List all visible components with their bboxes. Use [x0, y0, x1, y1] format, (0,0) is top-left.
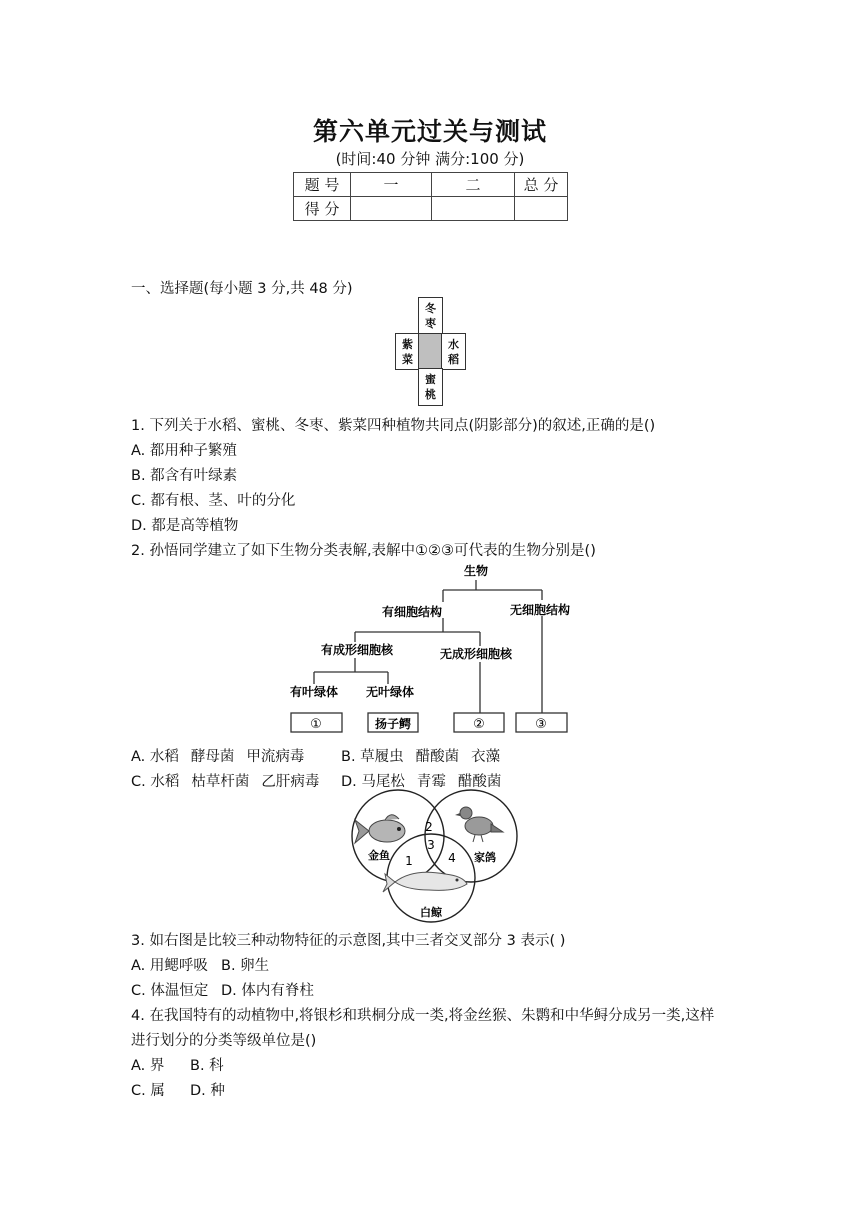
q2-a-3: 甲流病毒 [246, 749, 305, 765]
q2-d-1: D. 马尾松 [341, 774, 405, 790]
tree-nocell: 无细胞结构 [509, 603, 571, 617]
tree-box2: ② [473, 717, 485, 732]
section-title: 一、选择题(每小题 3 分,共 48 分) [131, 281, 353, 297]
score-table [293, 172, 568, 221]
tree-cell: 有细胞结构 [381, 605, 443, 619]
tree-chloro: 有叶绿体 [289, 685, 339, 699]
goldfish-icon [355, 815, 405, 843]
q4-option-b[interactable]: B. 科 [190, 1058, 224, 1074]
cross-top-label: 冬枣 [425, 302, 436, 330]
q1-stem: 1. 下列关于水稻、蜜桃、冬枣、紫菜四种植物共同点(阴影部分)的叙述,正确的是() [131, 418, 656, 434]
q2-c-3: 乙肝病毒 [261, 774, 320, 790]
score-header-total: 总 分 [515, 173, 568, 197]
venn-region-1: 1 [405, 854, 413, 868]
tree-nonucleus: 无成形细胞核 [439, 647, 513, 661]
venn-label-pigeon: 家鸽 [474, 851, 496, 864]
score-header-label: 题 号 [294, 173, 351, 197]
score-header-part2: 二 [432, 173, 515, 197]
tree-box3: ③ [535, 717, 547, 732]
venn-circle-pigeon [425, 790, 517, 882]
q1-option-a[interactable]: A. 都用种子繁殖 [131, 443, 237, 459]
page-title: 第六单元过关与测试 [312, 117, 547, 146]
q2-b-1: B. 草履虫 [341, 749, 404, 765]
q2-stem: 2. 孙悟同学建立了如下生物分类表解,表解中①②③可代表的生物分别是() [131, 543, 596, 559]
cross-left-label: 紫菜 [402, 337, 413, 366]
cross-bottom-label: 蜜桃 [425, 373, 436, 401]
tree-box-yangziе: 扬子鳄 [374, 717, 412, 731]
q2-option-b[interactable] [341, 745, 500, 766]
q2-option-a[interactable] [131, 745, 304, 766]
q4-stem-line2: 进行划分的分类等级单位是() [131, 1033, 317, 1049]
score-cell-part1[interactable] [351, 197, 432, 221]
tree-box1: ① [310, 717, 322, 732]
q1-option-d[interactable]: D. 都是高等植物 [131, 518, 239, 534]
q3-option-c[interactable]: C. 体温恒定 [131, 983, 209, 999]
cross-bottom [418, 368, 443, 406]
q2-b-3: 衣藻 [471, 749, 501, 765]
cross-left [395, 333, 420, 370]
q2-a-1: A. 水稻 [131, 749, 179, 765]
q3-option-b[interactable]: B. 卵生 [221, 958, 270, 974]
venn-label-goldfish: 金鱼 [368, 849, 390, 862]
q1-option-c[interactable]: C. 都有根、茎、叶的分化 [131, 493, 296, 509]
q2-d-2: 青霉 [416, 774, 446, 790]
venn-region-4: 4 [448, 851, 456, 865]
venn-label-beluga: 白鲸 [420, 906, 442, 919]
venn-diagram [345, 786, 525, 926]
q2-b-2: 醋酸菌 [415, 749, 460, 765]
score-header-part1: 一 [351, 173, 432, 197]
beluga-icon [383, 872, 467, 892]
cross-right [441, 333, 466, 370]
classification-tree [280, 558, 580, 738]
venn-region-3: 3 [427, 838, 435, 852]
tree-nochloro: 无叶绿体 [365, 685, 415, 699]
tree-root: 生物 [463, 564, 489, 578]
q2-c-2: 枯草杆菌 [191, 774, 250, 790]
score-cell-part2[interactable] [432, 197, 515, 221]
q2-option-c[interactable] [131, 770, 319, 791]
q2-a-2: 酵母菌 [190, 749, 235, 765]
page-subtitle: (时间:40 分钟 满分:100 分) [335, 150, 525, 168]
venn-region-2: 2 [425, 820, 433, 834]
cross-top [418, 297, 443, 335]
score-cell-total[interactable] [515, 197, 568, 221]
score-row-label: 得 分 [294, 197, 351, 221]
q2-c-1: C. 水稻 [131, 774, 180, 790]
q2-d-3: 醋酸菌 [457, 774, 502, 790]
pigeon-icon [455, 807, 503, 842]
q3-option-d[interactable]: D. 体内有脊柱 [221, 983, 314, 999]
cross-right-label: 水稻 [448, 337, 459, 366]
q3-stem: 3. 如右图是比较三种动物特征的示意图,其中三者交叉部分 3 表示( ) [131, 933, 566, 949]
q1-option-b[interactable]: B. 都含有叶绿素 [131, 468, 238, 484]
q4-option-a[interactable]: A. 界 [131, 1058, 165, 1074]
q4-option-c[interactable]: C. 属 [131, 1083, 165, 1099]
tree-nucleus: 有成形细胞核 [320, 643, 394, 657]
q4-option-d[interactable]: D. 种 [190, 1083, 225, 1099]
q4-stem-line1: 4. 在我国特有的动植物中,将银杉和珙桐分成一类,将金丝猴、朱鹮和中华鲟分成另一类,这样 [131, 1008, 715, 1024]
q3-option-a[interactable]: A. 用鳃呼吸 [131, 958, 208, 974]
cross-center-shaded [418, 333, 443, 370]
